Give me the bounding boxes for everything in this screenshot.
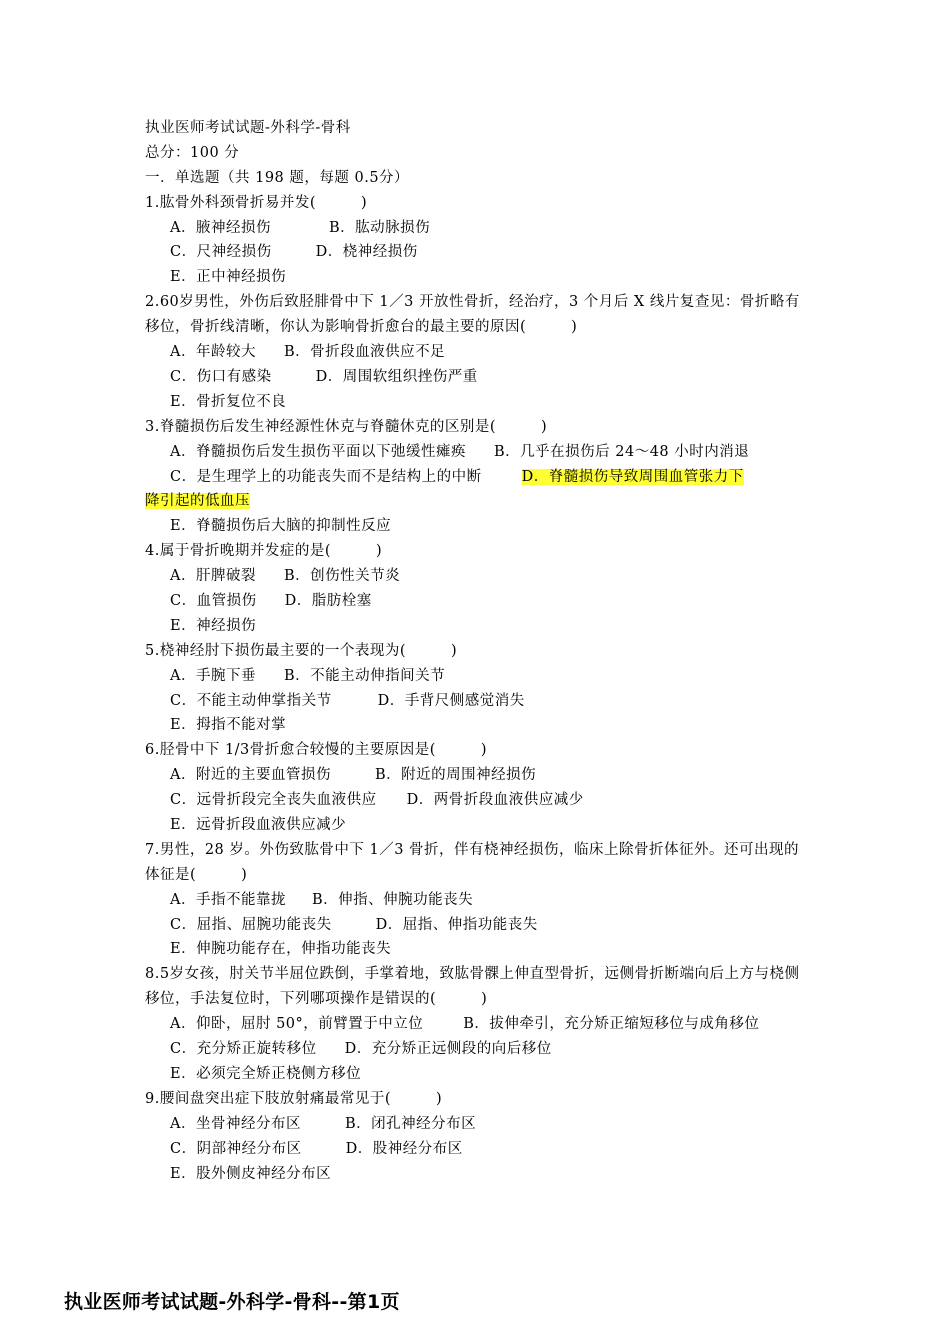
option-e: E．远骨折段血液供应减少 [170, 816, 347, 833]
option-e: E．伸腕功能存在，伸指功能丧失 [170, 941, 392, 958]
question-6-option-e [145, 813, 810, 838]
question-8-options-ab [145, 1012, 810, 1037]
question-3-stem: 3.脊髓损伤后发生神经源性休克与脊髓休克的区别是( ) [145, 418, 548, 435]
option-e: E．神经损伤 [170, 617, 257, 634]
option-b: B．不能主动伸指间关节 [283, 667, 446, 684]
question-9-option-e [145, 1162, 810, 1187]
question-9-options-ab [145, 1112, 810, 1137]
option-d-highlighted-continued: 降引起的低血压 [145, 493, 250, 510]
option-e: E．脊髓损伤后大脑的抑制性反应 [170, 518, 392, 535]
option-d: D．脂肪栓塞 [284, 592, 372, 609]
option-b: B．拔伸牵引，充分矫正缩短移位与成角移位 [463, 1016, 760, 1033]
option-c: C．远骨折段完全丧失血液供应 [170, 792, 377, 809]
question-1-options-ab [145, 216, 810, 241]
option-b: B．骨折段血液供应不足 [283, 344, 446, 361]
option-b: B．闭孔神经分布区 [344, 1115, 477, 1132]
document-body [145, 116, 810, 1186]
question-7-options-cd [145, 913, 810, 938]
option-d: D．两骨折段血液供应减少 [406, 792, 584, 809]
question-5-options-cd [145, 689, 810, 714]
option-e: E．拇指不能对掌 [170, 717, 287, 734]
question-8-options-cd [145, 1037, 810, 1062]
option-d: D．屈指、伸指功能丧失 [375, 916, 538, 933]
option-d: D．桡神经损伤 [315, 244, 418, 261]
option-a: A．附近的主要血管损伤 [170, 767, 331, 784]
option-a: A．手腕下垂 [170, 667, 256, 684]
question-1-options-cd [145, 240, 810, 265]
option-e: E．正中神经损伤 [170, 269, 287, 286]
option-a: A．仰卧，屈肘 50°，前臂置于中立位 [170, 1016, 424, 1033]
option-c: C．屈指、屈腕功能丧失 [170, 916, 332, 933]
option-c: C．不能主动伸掌指关节 [170, 692, 332, 709]
question-7-stem: 7.男性，28 岁。外伤致肱骨中下 1／3 骨折，伴有桡神经损伤，临床上除骨折体征外。还可出现的体征是( ) [145, 841, 800, 883]
question-4-option-e [145, 614, 810, 639]
option-e: E．股外侧皮神经分布区 [170, 1165, 332, 1182]
question-7-option-e [145, 937, 810, 962]
question-2-options-cd [145, 365, 810, 390]
question-5-option-e [145, 713, 810, 738]
option-c: C．伤口有感染 [170, 368, 272, 385]
option-a: A．手指不能靠拢 [170, 891, 286, 908]
option-b: B．几乎在损伤后 24～48 小时内消退 [493, 443, 750, 460]
question-8-option-e [145, 1062, 810, 1087]
question-5-stem: 5.桡神经肘下损伤最主要的一个表现为( ) [145, 642, 458, 659]
option-b: B．附近的周围神经损伤 [374, 767, 537, 784]
question-4-options-ab [145, 564, 810, 589]
total-score: 总分：100 分 [145, 144, 240, 161]
question-3-option-e [145, 514, 810, 539]
question-3-option-d-continued [145, 489, 810, 514]
option-b: B．伸指、伸腕功能丧失 [311, 891, 474, 908]
question-4-stem: 4.属于骨折晚期并发症的是( ) [145, 543, 383, 560]
question-5-options-ab [145, 664, 810, 689]
question-7-options-ab [145, 888, 810, 913]
option-c: C．尺神经损伤 [170, 244, 272, 261]
question-3-options-ab [145, 440, 810, 465]
question-1-option-e [145, 265, 810, 290]
option-a: A．坐骨神经分布区 [170, 1115, 301, 1132]
section-heading: 一．单选题（共 198 题，每题 0.5分） [145, 169, 410, 186]
question-8-stem: 8.5岁女孩，肘关节半屈位跌倒，手掌着地，致肱骨髁上伸直型骨折，远侧骨折断端向后上方与桡侧移位，手法复位时，下列哪项操作是错误的( ) [145, 966, 800, 1008]
option-c: C．血管损伤 [170, 592, 257, 609]
question-6-options-cd [145, 788, 810, 813]
question-2-options-ab [145, 340, 810, 365]
option-d: D．充分矫正远侧段的向后移位 [344, 1041, 552, 1058]
page-footer: 执业医师考试试题-外科学-骨科--第1页 [64, 1291, 400, 1313]
question-9-options-cd [145, 1137, 810, 1162]
option-c: C．是生理学上的功能丧失而不是结构上的中断 [170, 468, 482, 485]
question-1-stem: 1.肱骨外科颈骨折易并发( ) [145, 194, 368, 211]
option-b: B．肱动脉损伤 [328, 219, 431, 236]
option-d: D．周围软组织挫伤严重 [315, 368, 478, 385]
question-2-option-e [145, 390, 810, 415]
option-d: D．手背尺侧感觉消失 [377, 692, 525, 709]
option-d-highlighted: D．脊髓损伤导致周围血管张力下 [521, 468, 744, 485]
option-e: E．必须完全矫正桡侧方移位 [170, 1065, 362, 1082]
option-c: C．充分矫正旋转移位 [170, 1041, 317, 1058]
question-4-options-cd [145, 589, 810, 614]
option-a: A．肝脾破裂 [170, 568, 256, 585]
question-6-stem: 6.胫骨中下 1/3骨折愈合较慢的主要原因是( ) [145, 742, 488, 759]
question-6-options-ab [145, 763, 810, 788]
option-d: D．股神经分布区 [345, 1140, 463, 1157]
option-a: A．腋神经损伤 [170, 219, 271, 236]
question-9-stem: 9.腰间盘突出症下肢放射痛最常见于( ) [145, 1090, 443, 1107]
option-a: A．脊髓损伤后发生损伤平面以下弛缓性瘫痪 [170, 443, 466, 460]
option-b: B．创伤性关节炎 [283, 568, 401, 585]
option-a: A．年龄较大 [170, 344, 256, 361]
option-c: C．阴部神经分布区 [170, 1140, 302, 1157]
question-3-options-cd [145, 465, 810, 490]
document-title: 执业医师考试试题-外科学-骨科 [145, 120, 351, 136]
option-e: E．骨折复位不良 [170, 393, 287, 410]
question-2-stem: 2.60岁男性，外伤后致胫腓骨中下 1／3 开放性骨折，经治疗，3 个月后 X 线片复查见：骨折略有移位，骨折线清晰，你认为影响骨折愈台的最主要的原因( ) [145, 294, 800, 336]
